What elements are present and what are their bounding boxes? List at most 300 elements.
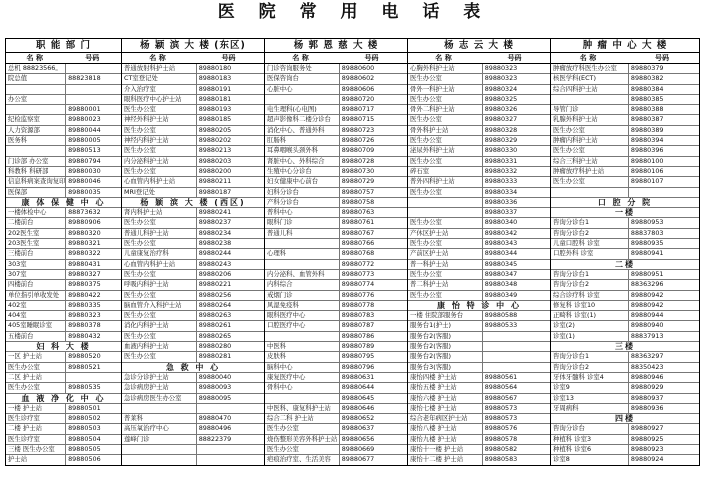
entry-phone: 89880330 — [482, 146, 550, 155]
entry-phone: 89880767 — [339, 229, 407, 238]
table-row — [6, 74, 121, 84]
table-row — [122, 414, 264, 424]
entry-name: 医务科 — [8, 136, 28, 145]
table-row — [265, 249, 407, 259]
table-row — [551, 455, 699, 464]
table-row — [265, 383, 407, 393]
section-heading: 康 怡 特 诊 中 心 — [408, 301, 550, 311]
entry-phone: 89880573 — [482, 404, 550, 413]
table-row — [122, 218, 264, 228]
entry-phone: 89880221 — [196, 280, 264, 289]
entry-phone: 89880521 — [65, 363, 121, 372]
table-row — [408, 136, 550, 146]
entry-name — [551, 95, 628, 104]
entry-name: 眼科医疗中心 — [267, 311, 306, 320]
entry-name: 信息科病案查询复印 — [8, 177, 66, 186]
entry-phone: 89880951 — [628, 270, 699, 279]
entry-name: 骨科中心 — [267, 383, 293, 392]
table-row — [122, 239, 264, 249]
entry-phone: 89880927 — [628, 424, 699, 433]
entry-name — [122, 455, 196, 464]
entry-phone: 89880431 — [65, 260, 121, 269]
entry-phone: 89880513 — [65, 146, 121, 155]
table-row — [551, 126, 699, 136]
entry-phone: 89880646 — [339, 404, 407, 413]
entry-phone: 89880046 — [65, 177, 121, 186]
entry-phone: 89880588 — [482, 311, 550, 320]
table-row — [122, 74, 264, 84]
entry-phone: 89880470 — [196, 414, 264, 423]
entry-name: 泌尿外科护士站 — [410, 146, 455, 155]
table-row — [6, 218, 121, 228]
entry-name: 医生办公室 — [267, 444, 299, 453]
column-1 — [122, 39, 265, 465]
table-row — [122, 64, 264, 74]
entry-phone — [196, 404, 264, 413]
entry-name: 医生办公室 — [8, 362, 40, 371]
table-row — [265, 394, 407, 404]
subheader-row — [408, 53, 550, 64]
table-row — [265, 167, 407, 177]
phone-label: 号码 — [85, 54, 100, 62]
entry-phone: 89880205 — [196, 126, 264, 135]
entry-phone: 89880573 — [482, 414, 550, 423]
table-row — [122, 352, 264, 362]
entry-phone: 89880396 — [628, 146, 699, 155]
table-row — [6, 126, 121, 136]
table-row — [265, 85, 407, 95]
table-row — [408, 363, 550, 373]
entry-name: 康怡六楼 护士站 — [410, 393, 457, 402]
entry-phone: 89880564 — [482, 383, 550, 392]
column-header: 职 能 部 门 — [6, 39, 121, 53]
entry-phone: 89880940 — [628, 321, 699, 330]
entry-phone: 89880005 — [65, 136, 121, 145]
entry-name: 妇科分诊台 — [267, 187, 299, 196]
entry-name: 普科中心 — [267, 208, 293, 217]
entry-name: 普一科护士站 — [410, 259, 449, 268]
table-row — [265, 280, 407, 290]
entry-phone: 89880332 — [482, 167, 550, 176]
entry-phone: 88837803 — [628, 229, 699, 238]
table-row — [265, 260, 407, 270]
table-row — [408, 435, 550, 445]
entry-name: 医生办公室 — [267, 424, 299, 433]
entry-name: 风湿免疫科 — [267, 300, 299, 309]
entry-phone: 89880023 — [65, 115, 121, 124]
table-row — [6, 105, 121, 115]
table-row — [551, 383, 699, 393]
section-heading: 康 体 保 健 中 心 — [6, 198, 121, 208]
table-row — [265, 95, 407, 105]
entry-name: 一区 护士站 — [8, 352, 42, 361]
table-row — [6, 445, 121, 455]
entry-name: 神经内科护士站 — [124, 136, 169, 145]
entry-name: 烧伤整形美容外科护士站 — [267, 434, 338, 443]
entry-phone: 89880323 — [482, 74, 550, 83]
entry-phone — [65, 373, 121, 382]
entry-name: 人力资源部 — [8, 125, 40, 134]
table-row — [408, 105, 550, 115]
entry-phone: 89880044 — [65, 126, 121, 135]
entry-name: 综合诊疗科 诊室 — [553, 290, 600, 299]
table-row — [6, 177, 121, 187]
entry-phone: 89880773 — [339, 270, 407, 279]
table-row — [265, 352, 407, 362]
entry-phone: 89880343 — [482, 239, 550, 248]
entry-phone: 89880200 — [196, 167, 264, 176]
column-2 — [265, 39, 408, 465]
table-row — [408, 146, 550, 156]
name-label: 名 称 — [149, 54, 166, 62]
table-row — [551, 373, 699, 383]
entry-phone: 89880237 — [196, 218, 264, 227]
table-row — [551, 301, 699, 311]
entry-name: 儿童康复治疗科 — [124, 249, 169, 258]
entry-name: 普莱科 — [124, 414, 144, 423]
entry-phone: 89880375 — [65, 280, 121, 289]
table-row — [122, 85, 264, 95]
entry-phone: 89880347 — [482, 270, 550, 279]
entry-name: 405室睡眠诊室 — [8, 321, 53, 330]
entry-phone: 89880505 — [65, 445, 121, 454]
entry-name: 内科综合 — [267, 280, 293, 289]
table-row — [122, 95, 264, 105]
table-row — [408, 167, 550, 177]
entry-name: 莲峰门诊 — [124, 434, 150, 443]
entry-name: 皮肤科 — [267, 352, 287, 361]
table-row — [122, 424, 264, 434]
section-heading: 一楼 — [551, 208, 699, 218]
entry-phone: 89880384 — [628, 85, 699, 94]
entry-name: 眼科医疗中心护士站 — [124, 94, 182, 103]
entry-name: CT室登记处 — [124, 74, 158, 83]
table-row — [408, 95, 550, 105]
table-row — [265, 64, 407, 74]
entry-name: 医生办公室 — [124, 269, 156, 278]
entry-name: 介入治疗室 — [124, 84, 156, 93]
entry-name: 医生办公室 — [410, 136, 442, 145]
entry-name: 骨外科护士站 — [410, 125, 449, 134]
entry-phone: 89880344 — [482, 249, 550, 258]
entry-name: 医生办公室 — [410, 290, 442, 299]
table-row — [265, 373, 407, 383]
entry-name: 高压氧治疗中心 — [124, 424, 169, 433]
table-row — [122, 455, 264, 464]
entry-name: 康怡八楼 护士站 — [410, 424, 457, 433]
table-row — [265, 332, 407, 342]
section-heading: 四楼 — [551, 414, 699, 424]
entry-phone: 88823818 — [65, 74, 121, 83]
entry-phone: 89880929 — [628, 383, 699, 392]
column-header: 杨 郭 恩 慈 大 楼 — [265, 39, 407, 53]
entry-name: 消化中心、普通外科 — [267, 125, 325, 134]
entry-name: 产科分诊台 — [267, 197, 299, 206]
entry-name: 肿瘤放疗科医生办公室 — [553, 64, 617, 72]
entry-phone: 89880758 — [339, 198, 407, 207]
entry-phone: 89880340 — [482, 218, 550, 227]
table-row — [408, 373, 550, 383]
table-row — [265, 136, 407, 146]
entry-phone: 89880778 — [339, 301, 407, 310]
table-row — [265, 311, 407, 321]
table-row — [408, 445, 550, 455]
table-row — [408, 342, 550, 352]
table-row — [6, 373, 121, 383]
table-row — [6, 229, 121, 239]
entry-name: 门诊咨询服务处 — [267, 64, 312, 72]
entry-phone: 89880946 — [628, 373, 699, 382]
entry-phone: 89880185 — [196, 115, 264, 124]
entry-phone: 89880387 — [628, 115, 699, 124]
section-heading: 三楼 — [551, 342, 699, 352]
entry-phone: 89880583 — [482, 455, 550, 464]
entry-name: 眼科门诊 — [267, 218, 293, 227]
entry-name: 门诊部 办公室 — [8, 156, 49, 165]
table-row — [408, 332, 550, 342]
table-row — [265, 291, 407, 301]
entry-name: 肛肠科 — [267, 136, 287, 145]
entry-name — [408, 198, 482, 207]
entry-phone: 89880238 — [196, 239, 264, 248]
table-row — [122, 383, 264, 393]
entry-name: 神经外科护士站 — [124, 115, 169, 124]
name-label: 名 称 — [26, 54, 43, 62]
entry-phone: 89880394 — [628, 136, 699, 145]
entry-name: 医生办公室 — [553, 146, 585, 155]
table-row — [265, 188, 407, 198]
table-row — [408, 157, 550, 167]
table-row — [408, 383, 550, 393]
table-row — [122, 445, 264, 455]
table-row — [408, 208, 550, 218]
entry-name: 普通儿科 — [267, 228, 293, 237]
table-row — [122, 157, 264, 167]
table-row — [6, 167, 121, 177]
entry-phone: 89880107 — [628, 177, 699, 186]
entry-phone: 89880349 — [482, 291, 550, 300]
entry-phone: 89880645 — [339, 394, 407, 403]
table-row — [265, 157, 407, 167]
entry-name: 中医科、康复科护士站 — [267, 403, 331, 412]
entry-name: 医生办公室 — [410, 115, 442, 124]
entry-name: 202医生室 — [8, 228, 40, 237]
table-row — [265, 126, 407, 136]
table-row — [6, 280, 121, 290]
table-row — [6, 383, 121, 393]
entry-name — [408, 208, 482, 217]
entry-name: 307室 — [8, 269, 27, 278]
entry-phone: 89880030 — [65, 167, 121, 176]
entry-name: 综合老年病区护士站 — [410, 414, 468, 423]
table-row — [122, 435, 264, 445]
table-row — [265, 208, 407, 218]
entry-phone: 89880503 — [65, 424, 121, 433]
entry-phone: 89880432 — [65, 332, 121, 341]
table-row — [551, 332, 699, 342]
entry-name: 血液内科护士站 — [124, 342, 169, 351]
entry-phone: 89880906 — [65, 218, 121, 227]
entry-phone: 89880001 — [65, 105, 121, 114]
entry-name: 三楼前台 — [8, 249, 34, 258]
table-row — [551, 404, 699, 414]
entry-phone: 89880327 — [482, 115, 550, 124]
entry-name: 医生办公室 — [410, 187, 442, 196]
entry-name: 内分泌科、血管外科 — [267, 269, 325, 278]
entry-name: 医生诊疗室 — [8, 434, 40, 443]
table-row — [265, 363, 407, 373]
entry-name: 儿童口腔科 诊室 — [553, 239, 600, 248]
subheader-row — [122, 53, 264, 64]
entry-name: 戒烟门诊 — [267, 290, 293, 299]
entry-phone: 89880243 — [196, 260, 264, 269]
table-row — [122, 167, 264, 177]
entry-name: 服务台2(客服) — [410, 342, 452, 351]
entry-name: 综合二科 护士站 — [267, 414, 314, 423]
entry-phone: 89880923 — [628, 445, 699, 454]
entry-phone: 89880093 — [196, 383, 264, 392]
table-row — [408, 115, 550, 125]
table-row — [122, 188, 264, 198]
entry-phone: 89880644 — [339, 383, 407, 392]
entry-name: 402室 — [8, 300, 27, 309]
entry-phone: 89880602 — [339, 74, 407, 83]
table-row — [408, 280, 550, 290]
table-row — [265, 229, 407, 239]
column-header: 杨 颖 滨 大 楼 (东区) — [122, 39, 264, 53]
table-row — [6, 424, 121, 434]
entry-name: 种植科 诊室3 — [553, 434, 592, 443]
entry-name: 内分泌科护士站 — [124, 156, 169, 165]
section-heading: 口 腔 分 院 — [551, 198, 699, 208]
entry-phone: 89880656 — [339, 435, 407, 444]
entry-name: 医生办公室 — [410, 269, 442, 278]
entry-phone: 89880728 — [339, 157, 407, 166]
table-row — [551, 167, 699, 177]
table-row — [408, 198, 550, 208]
entry-name: 医保咨询台 — [267, 74, 299, 83]
table-row — [122, 311, 264, 321]
table-row — [265, 342, 407, 352]
table-row — [122, 332, 264, 342]
table-row — [265, 270, 407, 280]
entry-name: MRI登记处 — [124, 187, 156, 196]
entry-name: 二楼前台 — [8, 218, 34, 227]
entry-phone: 89880329 — [482, 136, 550, 145]
entry-name: 正畸科 诊室(1) — [553, 311, 597, 320]
table-row — [6, 301, 121, 311]
entry-phone: 89880345 — [482, 260, 550, 269]
entry-name — [265, 260, 339, 269]
table-row — [122, 249, 264, 259]
table-row — [551, 157, 699, 167]
table-row — [265, 177, 407, 187]
entry-phone: 89880180 — [196, 64, 264, 73]
table-row — [122, 270, 264, 280]
entry-phone: 89880576 — [482, 424, 550, 433]
table-row — [551, 115, 699, 125]
entry-name: 急诊病房护士站 — [124, 383, 169, 392]
entry-name: 二楼 护士站 — [8, 424, 42, 433]
entry-name: 二区 护士站 — [8, 372, 42, 381]
table-row — [551, 291, 699, 301]
entry-name: 肿瘤放疗科护士站 — [553, 166, 605, 175]
table-row — [6, 95, 121, 105]
entry-name: 乳腺外科护士站 — [553, 115, 598, 124]
entry-phone: 89880234 — [196, 229, 264, 238]
table-row — [408, 188, 550, 198]
table-row — [408, 394, 550, 404]
table-row — [122, 115, 264, 125]
table-row — [6, 352, 121, 362]
entry-name: 医生诊疗室 — [8, 414, 40, 423]
table-row — [265, 321, 407, 331]
entry-phone: 89880327 — [65, 270, 121, 279]
entry-name: 医生办公室 — [8, 383, 40, 392]
table-row — [408, 85, 550, 95]
entry-name: 中医科 — [267, 342, 287, 351]
section-heading: 血 液 净 化 中 心 — [6, 394, 121, 404]
entry-phone: 89880796 — [339, 363, 407, 372]
entry-name — [265, 239, 339, 248]
entry-phone: 89880095 — [196, 394, 264, 403]
table-row — [265, 435, 407, 445]
table-row — [6, 291, 121, 301]
entry-name: 诊室(2) — [553, 321, 575, 330]
entry-phone — [65, 95, 121, 104]
table-row — [551, 74, 699, 84]
entry-phone: 89880937 — [628, 394, 699, 403]
subheader-row — [551, 53, 699, 64]
entry-phone: 89880256 — [196, 291, 264, 300]
entry-name — [122, 445, 196, 454]
entry-name: 医生办公室 — [410, 218, 442, 227]
entry-phone: 89880794 — [65, 157, 121, 166]
entry-name: 骨外二科护士站 — [410, 105, 455, 114]
table-row — [265, 424, 407, 434]
table-row — [6, 414, 121, 424]
entry-phone: 89880535 — [65, 383, 121, 392]
entry-phone: 89880520 — [65, 352, 121, 361]
entry-phone — [482, 352, 550, 361]
table-row — [6, 321, 121, 331]
table-row — [408, 177, 550, 187]
entry-phone: 89880322 — [65, 249, 121, 258]
table-row — [408, 414, 550, 424]
table-row — [551, 229, 699, 239]
entry-name: 诊室13 — [553, 393, 574, 402]
table-row — [551, 311, 699, 321]
entry-phone: 89880335 — [65, 301, 121, 310]
table-row — [408, 126, 550, 136]
entry-name: 医生办公室 — [124, 125, 156, 134]
entry-phone: 89880567 — [482, 394, 550, 403]
table-row — [265, 455, 407, 464]
entry-phone: 89880730 — [339, 167, 407, 176]
entry-phone: 89880496 — [196, 424, 264, 433]
entry-phone: 89880323 — [65, 311, 121, 320]
entry-phone: 89880729 — [339, 177, 407, 186]
entry-phone: 89880783 — [339, 311, 407, 320]
table-row — [6, 311, 121, 321]
entry-name: 诊室(1) — [553, 331, 575, 340]
entry-phone: 88837913 — [628, 332, 699, 341]
table-row — [6, 136, 121, 146]
entry-name: 404室 — [8, 311, 27, 320]
entry-name: 脑血管介入科护士站 — [124, 300, 182, 309]
entry-phone: 89880321 — [65, 239, 121, 248]
entry-name: 医生办公室 — [124, 146, 156, 155]
